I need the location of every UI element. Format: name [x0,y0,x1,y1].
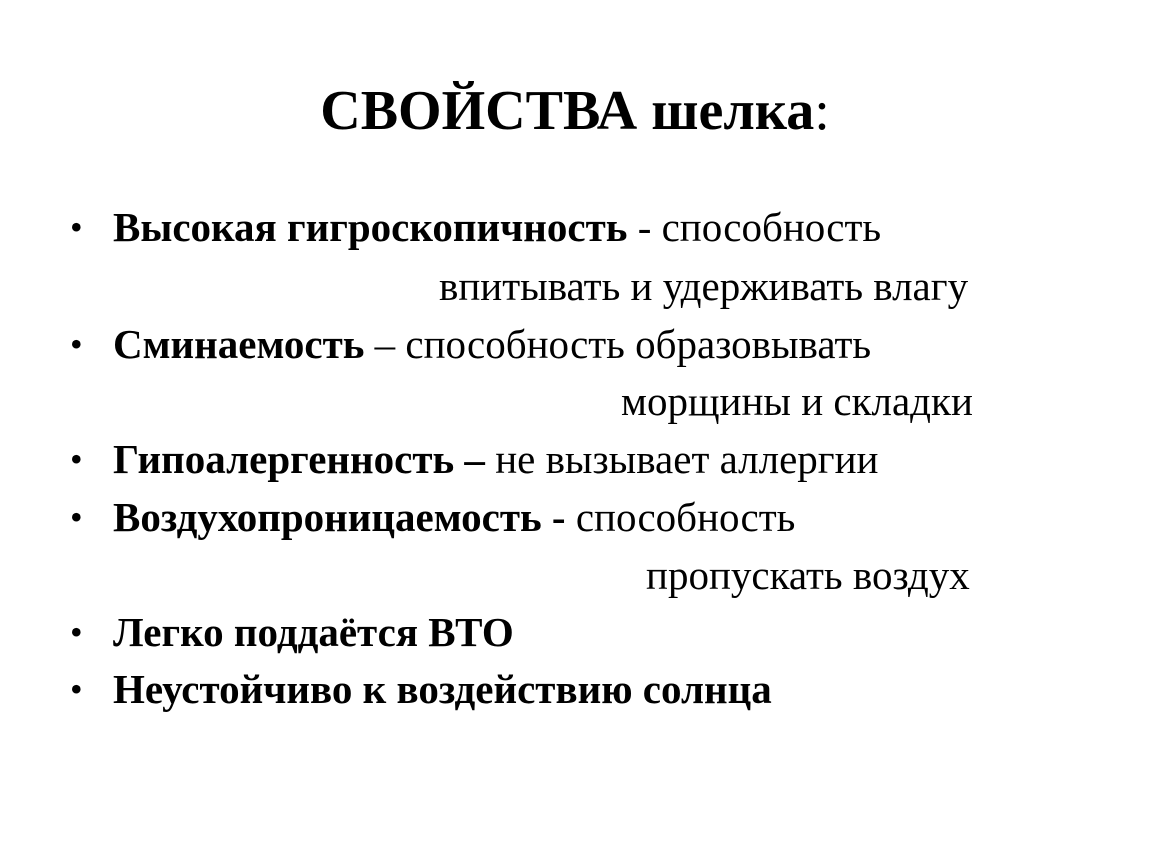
item-4-continuation: пропускать воздух [646,552,970,598]
title-colon: : [814,80,830,142]
item-1-continuation: впитывать и удерживать влагу [439,263,969,309]
bullet-1: • [70,207,83,247]
list-item-5: Легко поддаётся ВТО [113,609,514,655]
item-1-desc: - способность [627,204,882,250]
item-4-term: Воздухопроницаемость - [113,494,566,540]
item-3-desc: не вызывает аллергии [484,436,879,482]
item-3-term: Гипоалергенность – [113,436,485,482]
item-2-continuation: морщины и складки [621,378,973,424]
list-item-4 [113,492,795,542]
item-2-desc: – способность образовывать [364,321,872,367]
list-item-2 [113,319,871,369]
item-2-term: Сминаемость [113,321,365,367]
list-item-1 [113,202,881,252]
bullet-6: • [70,669,83,709]
bullet-5: • [70,612,83,652]
bullet-2: • [70,324,83,364]
item-4-desc: способность [565,494,796,540]
bullet-3: • [70,439,83,479]
title-text: СВОЙСТВА шелка [320,80,815,142]
item-1-term: Высокая гигроскопичность [113,204,628,250]
list-item-3 [113,434,878,484]
bullet-4: • [70,497,83,537]
list-item-6: Неустойчиво к воздействию солнца [113,666,772,712]
